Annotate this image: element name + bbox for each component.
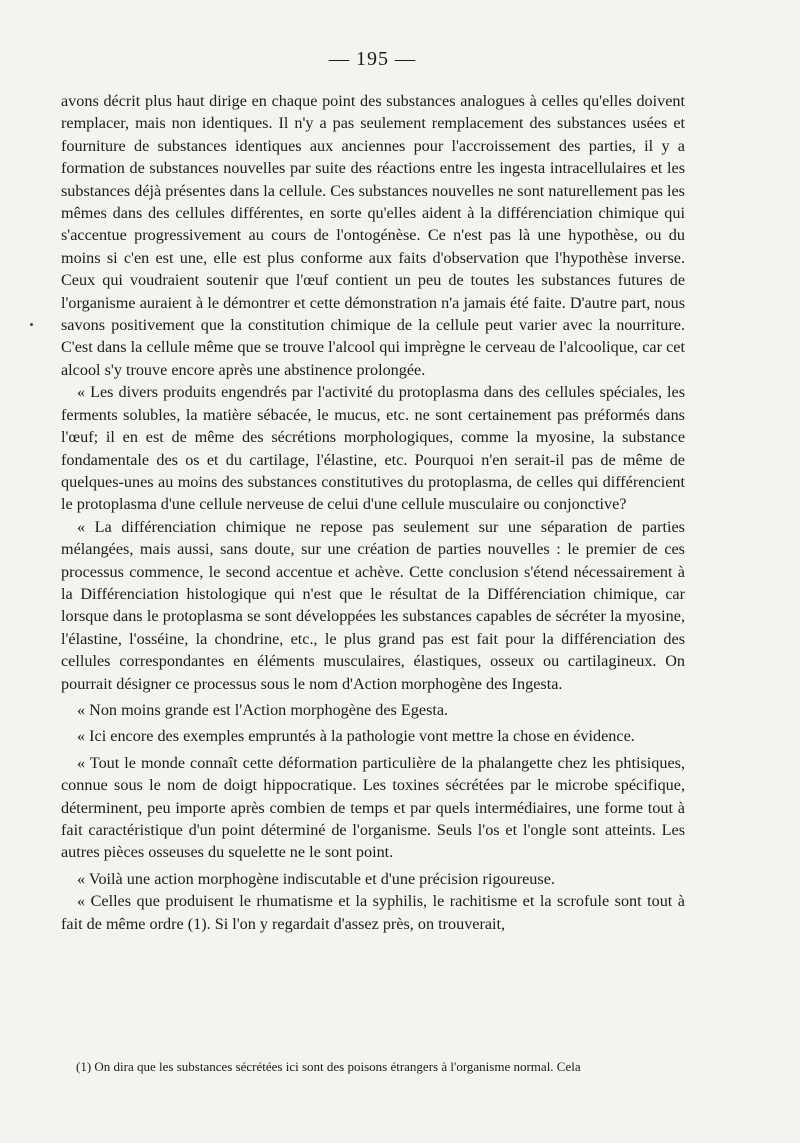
body-text (61, 90, 685, 935)
paragraph: « Voilà une action morphogène indiscutable et d'une précision rigoureuse. (77, 869, 555, 888)
paragraph: avons décrit plus haut dirige en chaque point des substances analogues à celles qu'elles doivent remplacer, mais non identiques. Il n'y a pas seulement remplacement des substances usées et fourniture de substances identiques aux anciennes pour l'accroissement des parties, il y a formation de substances nouvelles par suite des réactions entre les ingesta intracellulaires et les substances déjà présentes dans la cellule. Ces substances nouvelles ne sont naturellement pas les mêmes dans des cellules différentes, en sorte qu'elles aident à la différenciation chimique qui s'accentue progressivement au cours de l'ontogénèse. Ce n'est pas là une hypothèse, ou du moins si c'en est une, elle est plus conforme aux faits d'observation que l'hypothèse inverse. Ceux qui voudraient soutenir que l'œuf contient un peu de toutes les substances futures de l'organisme auraient à le démontrer et cette démonstration n'a jamais été faite. D'autre part, nous savons positivement que la constitution chimique de la cellule peut varier avec la nourriture. C'est dans la cellule même que se trouve l'alcool qui imprègne le cerveau de l'alcoolique, car cet alcool s'y trouve encore après une abstinence prolongée. (61, 92, 685, 379)
paragraph: « Ici encore des exemples empruntés à la pathologie vont mettre la chose en évidence. (77, 727, 635, 746)
paragraph: « Les divers produits engendrés par l'activité du protoplasma dans des cellules spéciales, les ferments solubles, la matière sébacée, le mucus, etc. ne sont certainement pas préformés dans l'œuf; il en est de même des sécrétions morphologiques, comme la myosine, la substance fondamentale des os et du cartilage, l'élastine, etc. Pourquoi n'en serait-il pas de même de quelques-unes au moins des substances constitutives du protoplasma, de celles qui différencient le protoplasma d'une cellule nerveuse de celui d'une cellule musculaire ou conjonctive? (61, 383, 685, 514)
footnote: (1) On dira que les substances sécrétées ici sont des poisons étrangers à l'organisme normal. Cela (76, 1059, 581, 1074)
margin-mark (30, 323, 33, 326)
page-number: — 195 — (329, 48, 416, 70)
paragraph: « La différenciation chimique ne repose pas seulement sur une séparation de parties mélangées, mais aussi, sans doute, sur une création de parties nouvelles : le premier de ces processus commence, le second accentue et achève. Cette conclusion s'étend nécessairement à la Différenciation histologique qui n'est que le résultat de la Différenciation chimique, car lorsque dans le protoplasma se sont développées les substances capables de sécréter la myosine, l'élastine, l'osséine, la chondrine, etc., le plus grand pas est fait pour la différenciation des cellules correspondantes en éléments musculaires, élastiques, osseux ou cartilagineux. On pourrait désigner ce processus sous le nom d'Action morphogène des Ingesta. (61, 517, 685, 693)
paragraph: « Celles que produisent le rhumatisme et la syphilis, le rachitisme et la scrofule sont tout à fait de même ordre (1). Si l'on y regardait d'assez près, on trouverait, (61, 892, 685, 933)
paragraph: « Tout le monde connaît cette déformation particulière de la phalangette chez les phtisiques, connue sous le nom de doigt hippocratique. Les toxines sécrétées par le microbe spécifique, déterminent, peu importe après combien de temps et par quels intermédiaires, une forme tout à fait caractéristique d'un point déterminé de l'organisme. Seuls l'os et l'ongle sont atteints. Les autres pièces osseuses du squelette ne le sont point. (61, 753, 685, 862)
paragraph: « Non moins grande est l'Action morphogène des Egesta. (77, 700, 449, 719)
